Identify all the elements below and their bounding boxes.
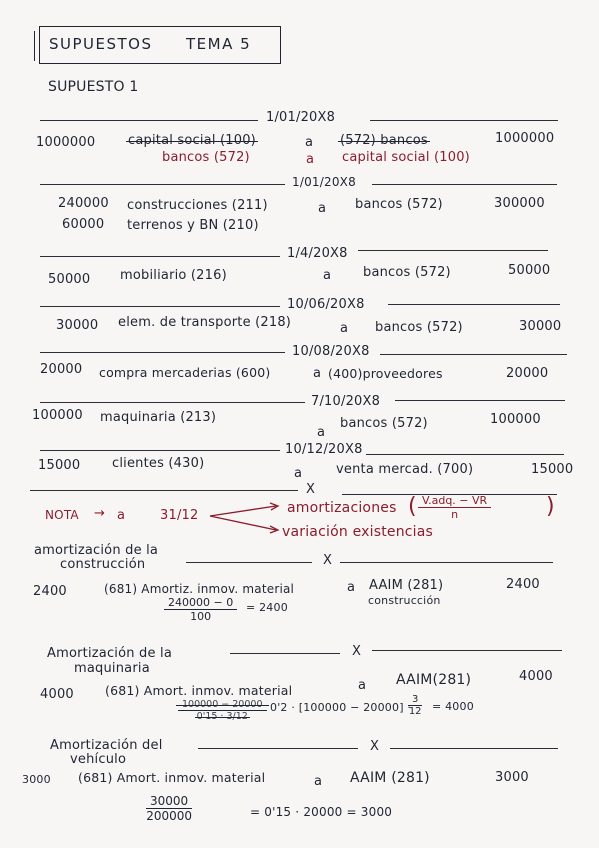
separator-line — [186, 562, 312, 563]
separator-line — [388, 304, 560, 305]
debit-account: maquinaria (213) — [100, 410, 217, 425]
section-heading: construcción — [60, 557, 146, 572]
connector-a: a — [317, 425, 326, 440]
amount-left: 30000 — [56, 318, 99, 333]
connector-a: a — [323, 268, 332, 283]
nota-item-variacion: variación existencias — [282, 524, 434, 540]
amount-right: 30000 — [519, 319, 562, 334]
calc-denominator: 200000 — [146, 809, 192, 823]
credit-account: AAIM(281) — [396, 672, 472, 688]
separator-line — [366, 454, 564, 455]
connector-a: a — [313, 366, 322, 381]
calc-result: = 4000 — [432, 700, 474, 713]
section-heading: Amortización de la — [47, 646, 172, 661]
amount-left: 240000 — [58, 196, 109, 211]
formula-denominator: n — [451, 508, 459, 521]
paren-close: ) — [546, 494, 555, 519]
amount-left: 100000 — [32, 408, 83, 423]
separator-line — [40, 306, 280, 307]
amount-right: 50000 — [508, 263, 551, 278]
amount-left: 20000 — [40, 362, 83, 377]
section-heading: amortización de la — [34, 543, 159, 558]
debit-account: mobiliario (216) — [120, 268, 227, 283]
amount-left: 1000000 — [36, 135, 96, 150]
amount-right: 2400 — [506, 577, 540, 592]
nota-item-amortizaciones: amortizaciones — [287, 500, 397, 516]
amount-right: 3000 — [495, 770, 529, 785]
amount-right: 100000 — [490, 412, 541, 427]
calc-denominator: 12 — [408, 706, 422, 717]
entry-date: 7/10/20X8 — [311, 394, 381, 409]
separator-line — [40, 256, 280, 257]
credit-account: bancos (572) — [355, 197, 443, 212]
connector-a: a — [340, 321, 349, 336]
calc-numerator: 240000 − 0 — [164, 596, 237, 610]
separator-line — [390, 748, 558, 749]
supuesto-heading: SUPUESTO 1 — [48, 79, 139, 95]
entry-date: 10/12/20X8 — [285, 442, 363, 457]
credit-account: venta mercad. (700) — [336, 462, 474, 477]
debit-account: construcciones (211) — [127, 198, 268, 213]
section-heading: maquinaria — [74, 661, 150, 676]
separator-line — [395, 400, 565, 401]
calc-expression: 0'2 · [100000 − 20000] · — [270, 701, 412, 714]
x-mark: X — [306, 482, 316, 497]
credit-account: (400)proveedores — [328, 366, 443, 381]
connector-a: a — [314, 774, 323, 789]
debit-account: terrenos y BN (210) — [127, 218, 259, 233]
connector-a: a — [305, 135, 314, 150]
calc-numerator: 3 — [408, 694, 422, 706]
separator-line — [198, 748, 358, 749]
connector-a-correction: a — [306, 152, 315, 167]
credit-account-sub: construcción — [368, 594, 441, 607]
separator-line — [230, 653, 340, 654]
amount-left: 2400 — [33, 584, 67, 599]
crossed-numerator: 100000 − 20000 — [178, 699, 267, 711]
separator-line — [372, 650, 562, 651]
x-mark: X — [370, 739, 380, 754]
nota-arrow: → — [94, 506, 106, 521]
amount-right: 20000 — [506, 366, 549, 381]
credit-account-correction: capital social (100) — [342, 150, 470, 165]
credit-account: bancos (572) — [340, 416, 428, 431]
separator-line — [372, 184, 557, 185]
entry-date: 10/06/20X8 — [287, 297, 365, 312]
entry-date: 1/4/20X8 — [287, 246, 348, 261]
amount-left: 4000 — [40, 687, 74, 702]
calc-fraction — [408, 694, 422, 717]
credit-account: AAIM (281) — [350, 770, 430, 786]
calc-result: = 0'15 · 20000 = 3000 — [250, 805, 393, 819]
debit-account-correction: bancos (572) — [162, 150, 250, 165]
debit-account: clientes (430) — [112, 456, 205, 471]
separator-line — [358, 250, 548, 251]
section-heading: Amortización del — [50, 738, 163, 753]
entry-date: 10/08/20X8 — [292, 344, 370, 359]
calc-denominator: 100 — [190, 610, 212, 623]
calc-fraction — [146, 794, 192, 823]
separator-line — [40, 352, 285, 353]
title-tema: TEMA 5 — [186, 35, 252, 53]
separator-line — [380, 354, 567, 355]
nota-label: NOTA — [45, 508, 79, 522]
amount-left: 15000 — [38, 458, 81, 473]
separator-line — [30, 490, 298, 491]
separator-line — [370, 120, 558, 121]
nota-a: a — [117, 508, 126, 523]
formula-numerator: V.adq. − VR — [418, 494, 491, 508]
section-heading: vehículo — [70, 752, 127, 767]
amount-right: 300000 — [494, 196, 545, 211]
debit-account: (681) Amort. inmov. material — [105, 683, 293, 698]
title-supuestos: SUPUESTOS — [49, 35, 153, 53]
crossed-denominator: 0'15 · 3/12 — [196, 711, 248, 722]
amount-right: 4000 — [519, 669, 553, 684]
amount-left: 3000 — [22, 773, 51, 786]
amount-left: 60000 — [62, 217, 105, 232]
credit-account: bancos (572) — [375, 320, 463, 335]
x-mark: X — [323, 553, 333, 568]
calc-result: = 2400 — [246, 601, 288, 614]
branch-arrows-icon — [208, 500, 288, 540]
amount-left: 50000 — [48, 272, 91, 287]
amortization-formula — [418, 494, 491, 521]
calc-numerator: 30000 — [146, 794, 192, 809]
connector-a: a — [318, 201, 327, 216]
amount-right: 1000000 — [495, 131, 555, 146]
debit-account: (681) Amort. inmov. material — [78, 770, 266, 785]
separator-line — [340, 562, 553, 563]
connector-a: a — [294, 466, 303, 481]
entry-date: 1/01/20X8 — [266, 110, 336, 125]
crossed-calc — [178, 699, 267, 722]
debit-account: elem. de transporte (218) — [118, 315, 292, 330]
amount-right: 15000 — [531, 462, 574, 477]
connector-a: a — [358, 678, 367, 693]
paren-open: ( — [408, 494, 417, 519]
calc-fraction — [164, 596, 237, 623]
separator-line — [40, 402, 305, 403]
entry-date: 1/01/20X8 — [292, 175, 356, 189]
separator-line — [40, 450, 280, 451]
debit-account-crossed: capital social (100) — [128, 133, 256, 148]
separator-line — [40, 120, 258, 121]
credit-account: bancos (572) — [363, 265, 451, 280]
debit-account: compra mercaderias (600) — [99, 365, 271, 380]
connector-a: a — [347, 580, 356, 595]
credit-account: AAIM (281) — [369, 578, 444, 593]
credit-account-crossed: (572) bancos — [340, 133, 428, 148]
separator-line — [40, 184, 285, 185]
debit-account: (681) Amortiz. inmov. material — [104, 582, 295, 596]
x-mark: X — [352, 644, 362, 659]
nota-date: 31/12 — [160, 508, 199, 523]
